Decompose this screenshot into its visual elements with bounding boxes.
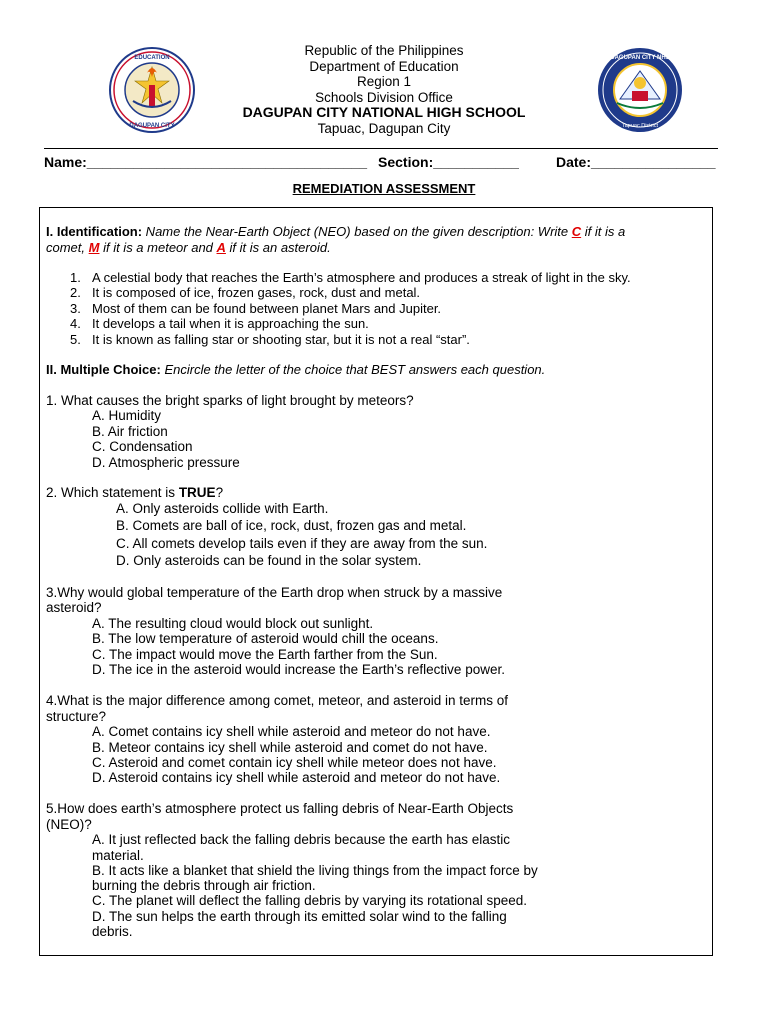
q3-choice-a: A. The resulting cloud would block out sunlight. [92, 616, 374, 631]
q5-choice-b: B. It acts like a blanket that shield the living things from the impact force by [92, 863, 538, 878]
q3-choice-d: D. The ice in the asteroid would increase the Earth’s reflective power. [92, 662, 505, 677]
header-address: Tapuac, Dagupan City [317, 121, 451, 136]
header-region: Region 1 [356, 74, 412, 89]
q4-choice-a: A. Comet contains icy shell while asteroid and meteor do not have. [92, 724, 491, 739]
q3-choice-c: C. The impact would move the Earth farther from the Sun. [92, 647, 438, 662]
question-5-cont: (NEO)? [46, 817, 92, 832]
header-division: Schools Division Office [315, 90, 453, 105]
q2-choice-b: B. Comets are ball of ice, rock, dust, frozen gas and metal. [116, 518, 467, 533]
q1-choice-a: A. Humidity [92, 408, 162, 423]
part1-item: 2. It is composed of ice, frozen gases, rock, dust and metal. [70, 285, 421, 300]
q2-choice-d: D. Only asteroids can be found in the solar system. [116, 553, 422, 568]
header-divider [44, 148, 718, 149]
question-5: 5.How does earth’s atmosphere protect us falling debris of Near-Earth Objects [46, 801, 514, 816]
question-3: 3.Why would global temperature of the Earth drop when struck by a massive [46, 585, 503, 600]
q4-choice-d: D. Asteroid contains icy shell while asteroid and meteor do not have. [92, 770, 501, 785]
part1-item: 5. It is known as falling star or shooting star, but it is not a real “star”. [70, 332, 470, 347]
question-2: 2. Which statement is TRUE? [46, 485, 224, 500]
part2-instruction: II. Multiple Choice: Encircle the letter of the choice that BEST answers each question. [46, 362, 546, 377]
question-1: 1. What causes the bright sparks of light brought by meteors? [46, 393, 414, 408]
svg-text:DAGUPAN CITY: DAGUPAN CITY [129, 123, 175, 129]
q5-choice-a: A. It just reflected back the falling debris because the earth has elastic [92, 832, 510, 847]
q4-choice-b: B. Meteor contains icy shell while asteroid and comet do not have. [92, 740, 488, 755]
q1-choice-c: C. Condensation [92, 439, 193, 454]
question-4-cont: structure? [46, 709, 107, 724]
q1-choice-b: B. Air friction [92, 424, 168, 439]
svg-text:Tapuac District: Tapuac District [621, 123, 659, 129]
section-field: Section:___________ [378, 154, 519, 170]
q4-choice-c: C. Asteroid and comet contain icy shell while meteor does not have. [92, 755, 497, 770]
page-title: REMEDIATION ASSESSMENT [292, 181, 476, 196]
part1-instruction-line1: I. Identification: Name the Near-Earth Object (NEO) based on the given description: Write C if it is a [46, 224, 626, 239]
part1-item: 1. A celestial body that reaches the Earth’s atmosphere and produces a streak of light in the sky. [70, 270, 631, 285]
header-republic: Republic of the Philippines [304, 43, 464, 58]
q1-choice-d: D. Atmospheric pressure [92, 455, 240, 470]
svg-text:EDUCATION: EDUCATION [134, 55, 170, 61]
part1-instruction-line2: comet, M if it is a meteor and A if it is an asteroid. [46, 240, 331, 255]
part1-item: 3. Most of them can be found between planet Mars and Jupiter. [70, 301, 442, 316]
part1-item: 4. It develops a tail when it is approaching the sun. [70, 316, 369, 331]
q3-choice-b: B. The low temperature of asteroid would chill the oceans. [92, 631, 439, 646]
q2-choice-a: A. Only asteroids collide with Earth. [116, 501, 329, 516]
header-school-name: DAGUPAN CITY NATIONAL HIGH SCHOOL [242, 104, 526, 120]
q5-choice-a-cont: material. [92, 848, 144, 863]
header-department: Department of Education [309, 59, 459, 74]
q5-choice-c: C. The planet will deflect the falling debris by varying its rotational speed. [92, 893, 527, 908]
q5-choice-d-cont: debris. [92, 924, 133, 939]
svg-text:DAGUPAN CITY NHS: DAGUPAN CITY NHS [610, 55, 670, 61]
question-4: 4.What is the major difference among comet, meteor, and asteroid in terms of [46, 693, 508, 708]
name-field: Name:____________________________________ [44, 154, 368, 170]
q5-choice-b-cont: burning the debris through air friction. [92, 878, 316, 893]
q5-choice-d: D. The sun helps the earth through its emitted solar wind to the falling [92, 909, 507, 924]
question-3-cont: asteroid? [46, 600, 102, 615]
date-field: Date:________________ [556, 154, 716, 170]
q2-choice-c: C. All comets develop tails even if they are away from the sun. [116, 536, 488, 551]
